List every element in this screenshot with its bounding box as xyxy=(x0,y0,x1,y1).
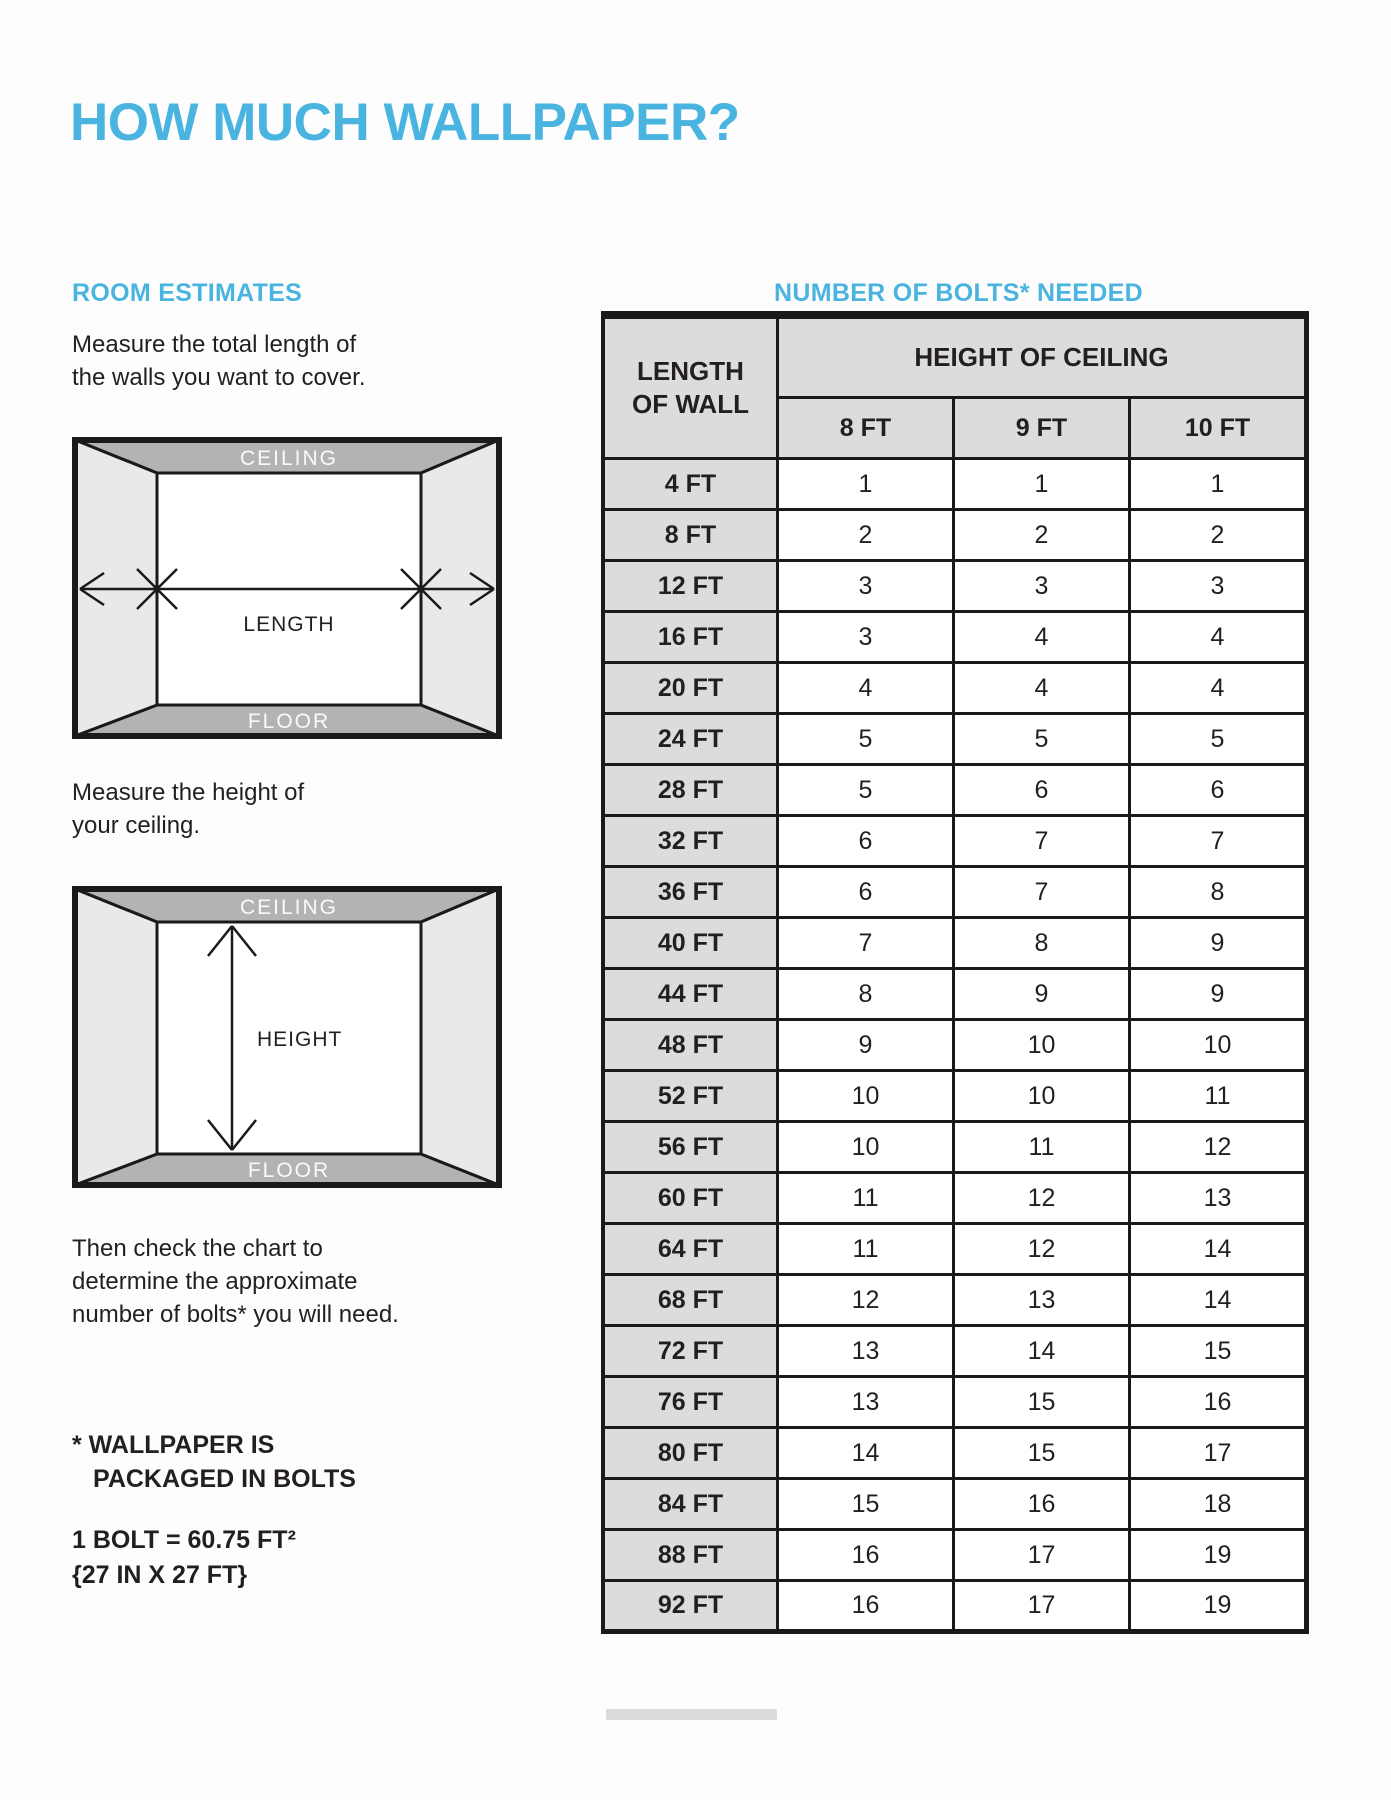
table-row xyxy=(603,663,1307,714)
wall-length-cell: 16 FT xyxy=(603,612,778,663)
bolt-count-cell: 13 xyxy=(954,1275,1130,1326)
bolt-count-cell: 5 xyxy=(954,714,1130,765)
bolt-count-cell: 12 xyxy=(778,1275,954,1326)
bolt-count-cell: 2 xyxy=(1130,510,1307,561)
wall-length-cell: 56 FT xyxy=(603,1122,778,1173)
table-row xyxy=(603,816,1307,867)
table-row xyxy=(603,765,1307,816)
check-chart-instruction xyxy=(72,1232,399,1331)
wall-length-cell: 76 FT xyxy=(603,1377,778,1428)
bolt-count-cell: 16 xyxy=(778,1530,954,1581)
height-label: HEIGHT xyxy=(257,1028,343,1051)
bolt-count-cell: 6 xyxy=(778,816,954,867)
table-row xyxy=(603,1071,1307,1122)
wall-length-cell: 72 FT xyxy=(603,1326,778,1377)
page-title: HOW MUCH WALLPAPER? xyxy=(70,92,740,152)
bolt-count-cell: 13 xyxy=(778,1377,954,1428)
bolt-count-cell: 15 xyxy=(954,1428,1130,1479)
instruction-line: your ceiling. xyxy=(72,812,201,839)
bolt-count-cell: 10 xyxy=(954,1071,1130,1122)
bolt-count-cell: 5 xyxy=(778,714,954,765)
table-row xyxy=(603,1224,1307,1275)
bolt-count-cell: 7 xyxy=(1130,816,1307,867)
bolt-count-cell: 19 xyxy=(1130,1581,1307,1632)
bolt-size-line: 1 BOLT = 60.75 FT² xyxy=(72,1526,296,1554)
bolts-needed-heading: NUMBER OF BOLTS* NEEDED xyxy=(774,278,1143,307)
bolt-count-cell: 19 xyxy=(1130,1530,1307,1581)
length-of-wall-header xyxy=(603,315,778,459)
bolt-count-cell: 4 xyxy=(1130,663,1307,714)
table-row xyxy=(603,1428,1307,1479)
bolt-count-cell: 14 xyxy=(1130,1275,1307,1326)
bolt-count-cell: 15 xyxy=(954,1377,1130,1428)
col-header-8ft: 8 FT xyxy=(778,398,954,459)
bolt-count-cell: 2 xyxy=(954,510,1130,561)
wall-length-cell: 88 FT xyxy=(603,1530,778,1581)
ceiling-label: CEILING xyxy=(239,896,339,919)
instruction-line: number of bolts* you will need. xyxy=(72,1301,399,1328)
bolt-table-body xyxy=(603,459,1307,1632)
room-height-figure xyxy=(72,886,502,1188)
floor-label: FLOOR xyxy=(247,710,331,733)
table-row xyxy=(603,714,1307,765)
bolt-count-cell: 16 xyxy=(1130,1377,1307,1428)
bolt-count-cell: 4 xyxy=(778,663,954,714)
table-row xyxy=(603,1530,1307,1581)
wall-length-cell: 40 FT xyxy=(603,918,778,969)
col-header-9ft: 9 FT xyxy=(954,398,1130,459)
bolt-count-cell: 12 xyxy=(954,1224,1130,1275)
table-row xyxy=(603,459,1307,510)
bolt-count-cell: 10 xyxy=(778,1122,954,1173)
bolt-count-cell: 12 xyxy=(1130,1122,1307,1173)
bolt-count-cell: 9 xyxy=(954,969,1130,1020)
wall-length-cell: 52 FT xyxy=(603,1071,778,1122)
room-estimates-heading: ROOM ESTIMATES xyxy=(72,278,303,307)
bolt-count-cell: 13 xyxy=(1130,1173,1307,1224)
bolt-count-cell: 9 xyxy=(1130,918,1307,969)
wall-length-cell: 32 FT xyxy=(603,816,778,867)
wall-length-cell: 44 FT xyxy=(603,969,778,1020)
measure-length-instruction xyxy=(72,328,365,394)
bolt-count-cell: 11 xyxy=(778,1224,954,1275)
instruction-line: Measure the total length of xyxy=(72,331,357,358)
bolt-count-cell: 7 xyxy=(954,816,1130,867)
bolt-count-cell: 5 xyxy=(1130,714,1307,765)
wall-length-cell: 68 FT xyxy=(603,1275,778,1326)
bolt-count-cell: 9 xyxy=(778,1020,954,1071)
table-row xyxy=(603,1020,1307,1071)
wall-length-cell: 28 FT xyxy=(603,765,778,816)
bolt-count-cell: 12 xyxy=(954,1173,1130,1224)
wall-length-cell: 12 FT xyxy=(603,561,778,612)
room-height-diagram xyxy=(72,886,502,1193)
bolt-count-cell: 11 xyxy=(954,1122,1130,1173)
bolt-count-cell: 3 xyxy=(778,612,954,663)
bolt-count-cell: 14 xyxy=(954,1326,1130,1377)
bolt-count-cell: 3 xyxy=(1130,561,1307,612)
bolt-count-cell: 11 xyxy=(778,1173,954,1224)
bolt-count-cell: 6 xyxy=(778,867,954,918)
bolt-count-cell: 4 xyxy=(954,612,1130,663)
bolt-count-cell: 4 xyxy=(1130,612,1307,663)
wall-length-cell: 48 FT xyxy=(603,1020,778,1071)
room-length-figure xyxy=(72,437,502,739)
bolt-count-cell: 16 xyxy=(954,1479,1130,1530)
bolt-count-cell: 3 xyxy=(954,561,1130,612)
bolt-count-cell: 15 xyxy=(778,1479,954,1530)
bolt-count-cell: 14 xyxy=(1130,1224,1307,1275)
wall-length-cell: 60 FT xyxy=(603,1173,778,1224)
table-row xyxy=(603,1122,1307,1173)
bolt-count-cell: 17 xyxy=(954,1530,1130,1581)
bolt-count-cell: 7 xyxy=(778,918,954,969)
bolt-count-cell: 1 xyxy=(954,459,1130,510)
wall-length-cell: 80 FT xyxy=(603,1428,778,1479)
table-row xyxy=(603,1479,1307,1530)
bolt-count-cell: 14 xyxy=(778,1428,954,1479)
table-row xyxy=(603,1377,1307,1428)
bolt-table-head xyxy=(603,315,1307,459)
room-length-diagram xyxy=(72,437,502,744)
table-row xyxy=(603,561,1307,612)
footnote-line: PACKAGED IN BOLTS xyxy=(93,1465,356,1493)
instruction-line: determine the approximate xyxy=(72,1268,358,1295)
bolt-count-cell: 18 xyxy=(1130,1479,1307,1530)
bolt-count-cell: 13 xyxy=(778,1326,954,1377)
instruction-line: the walls you want to cover. xyxy=(72,364,366,391)
table-row xyxy=(603,612,1307,663)
header-line: LENGTH xyxy=(637,356,744,386)
wall-length-cell: 24 FT xyxy=(603,714,778,765)
header-line: OF WALL xyxy=(632,389,749,419)
wall-length-cell: 20 FT xyxy=(603,663,778,714)
bolt-count-cell: 11 xyxy=(1130,1071,1307,1122)
bolt-count-cell: 17 xyxy=(954,1581,1130,1632)
table-row xyxy=(603,1173,1307,1224)
measure-height-instruction xyxy=(72,776,304,842)
right-wall xyxy=(421,889,499,1185)
bolt-count-cell: 17 xyxy=(1130,1428,1307,1479)
bolt-count-cell: 10 xyxy=(1130,1020,1307,1071)
bolt-count-cell: 5 xyxy=(778,765,954,816)
bolt-count-cell: 8 xyxy=(778,969,954,1020)
height-of-ceiling-header: HEIGHT OF CEILING xyxy=(778,315,1307,398)
footnote-line: * WALLPAPER IS xyxy=(72,1431,275,1459)
bolt-count-cell: 6 xyxy=(954,765,1130,816)
table-cutoff-stub xyxy=(606,1709,777,1720)
bolt-count-cell: 8 xyxy=(954,918,1130,969)
instruction-line: Measure the height of xyxy=(72,779,305,806)
table-row xyxy=(603,1326,1307,1377)
bolt-size-info xyxy=(72,1523,296,1593)
instruction-line: Then check the chart to xyxy=(72,1235,323,1262)
bolt-footnote xyxy=(72,1428,356,1496)
bolt-count-cell: 1 xyxy=(1130,459,1307,510)
wall-length-cell: 92 FT xyxy=(603,1581,778,1632)
left-wall xyxy=(75,889,157,1185)
table-row xyxy=(603,1581,1307,1632)
wall-length-cell: 36 FT xyxy=(603,867,778,918)
bolt-table xyxy=(601,311,1309,1634)
bolt-count-cell: 3 xyxy=(778,561,954,612)
bolt-count-cell: 15 xyxy=(1130,1326,1307,1377)
wall-length-cell: 4 FT xyxy=(603,459,778,510)
bolt-count-cell: 9 xyxy=(1130,969,1307,1020)
bolt-size-line: {27 IN X 27 FT} xyxy=(72,1561,248,1589)
wall-length-cell: 64 FT xyxy=(603,1224,778,1275)
table-row xyxy=(603,867,1307,918)
bolt-count-cell: 16 xyxy=(778,1581,954,1632)
bolt-count-cell: 2 xyxy=(778,510,954,561)
table-row xyxy=(603,918,1307,969)
floor-label: FLOOR xyxy=(247,1159,331,1182)
bolt-count-cell: 6 xyxy=(1130,765,1307,816)
bolt-count-cell: 8 xyxy=(1130,867,1307,918)
table-row xyxy=(603,510,1307,561)
table-row xyxy=(603,969,1307,1020)
wall-length-cell: 84 FT xyxy=(603,1479,778,1530)
bolt-count-cell: 10 xyxy=(954,1020,1130,1071)
bolt-count-cell: 7 xyxy=(954,867,1130,918)
bolt-count-cell: 1 xyxy=(778,459,954,510)
ceiling-label: CEILING xyxy=(239,447,339,470)
bolt-count-cell: 4 xyxy=(954,663,1130,714)
length-label: LENGTH xyxy=(243,613,335,636)
table-header-row xyxy=(603,315,1307,398)
table-row xyxy=(603,1275,1307,1326)
col-header-10ft: 10 FT xyxy=(1130,398,1307,459)
wall-length-cell: 8 FT xyxy=(603,510,778,561)
bolt-count-cell: 10 xyxy=(778,1071,954,1122)
